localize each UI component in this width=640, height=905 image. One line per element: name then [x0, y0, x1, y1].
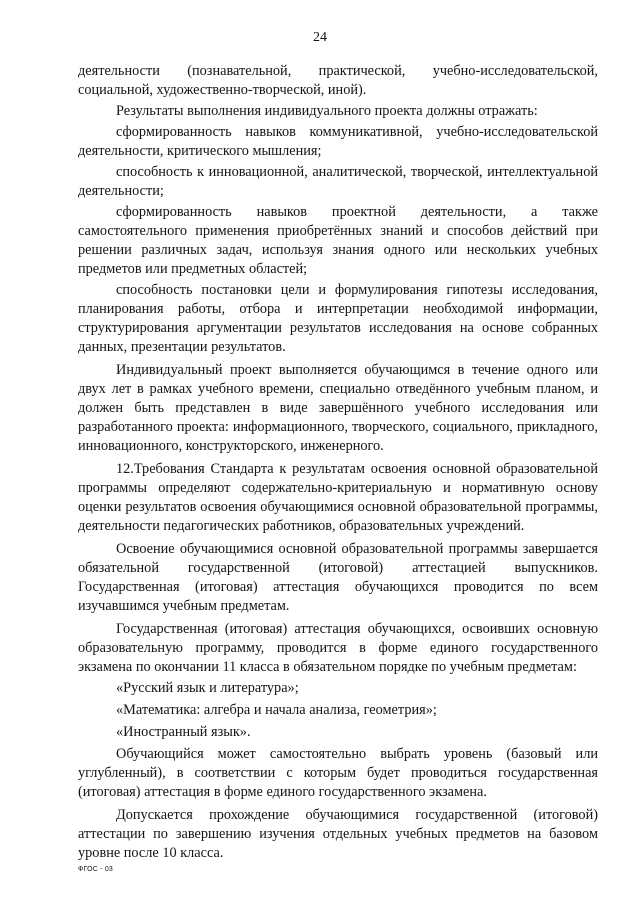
paragraph-state-attestation: Государственная (итоговая) аттестация обучающихся, освоивших основную образовательную программу, проводится в форме единого государственного экзамена по окончании 11 класса в обязательном порядке по учебным предметам:: [78, 621, 598, 675]
subject-mathematics: «Математика: алгебра и начала анализа, геометрия»;: [116, 702, 437, 718]
paragraph-project-results-intro: Результаты выполнения индивидуального проекта должны отражать:: [116, 103, 538, 119]
footer-document-code: ФГОС - 03: [78, 866, 114, 873]
page-number: 24: [313, 30, 327, 45]
document-body: [78, 62, 598, 865]
list-item-goal-setting: способность постановки цели и формулирования гипотезы исследования, планирования работы, отбора и интерпретации необходимой информации, структурирования аргументации результатов исследования на основе собранных данных, презентации результатов.: [78, 282, 598, 355]
paragraph-early-attestation: Допускается прохождение обучающимися государственной (итоговой) аттестации по завершению изучения отдельных учебных предметов на базовом уровне после 10 класса.: [78, 807, 598, 861]
paragraph-mastery-completion: Освоение обучающимися основной образовательной программы завершается обязательной государственной (итоговой) аттестацией выпускников. Государственная (итоговая) аттестация обучающихся проводится по всем изучавшимся учебным предметам.: [78, 541, 598, 614]
subject-russian: «Русский язык и литература»;: [116, 680, 299, 696]
subject-foreign-language: «Иностранный язык».: [116, 724, 251, 740]
list-item-project-skills: сформированность навыков проектной деятельности, а также самостоятельного применения приобретённых знаний и способов действий при решении различных задач, используя знания одного или нескольких учебных предметов или предметных областей;: [78, 204, 598, 277]
paragraph-level-choice: Обучающийся может самостоятельно выбрать уровень (базовый или углубленный), в соответствии с которым будет проводиться государственная (итоговая) аттестация в форме единого государственного экзамена.: [78, 746, 598, 800]
list-item-innovation-ability: способность к инновационной, аналитической, творческой, интеллектуальной деятельности;: [78, 164, 598, 199]
paragraph-requirement-12: 12.Требования Стандарта к результатам освоения основной образовательной программы определяют содержательно-критериальную и нормативную основу оценки результатов освоения обучающимися основной образовательной программы, деятельности педагогических работников, образовательных учреждений.: [78, 461, 598, 534]
paragraph-activities-continued: деятельности (познавательной, практической, учебно-исследовательской, социальной, художественно-творческой, иной).: [78, 63, 598, 98]
list-item-communication-skills: сформированность навыков коммуникативной, учебно-исследовательской деятельности, критического мышления;: [78, 124, 598, 159]
paragraph-individual-project: Индивидуальный проект выполняется обучающимся в течение одного или двух лет в рамках учебного времени, специально отведённого учебным планом, и должен быть представлен в виде завершённого учебного исследования или разработанного проекта: информационного, творческого, социального, прикладного, инновационного, конструкторского, инженерного.: [78, 362, 598, 454]
